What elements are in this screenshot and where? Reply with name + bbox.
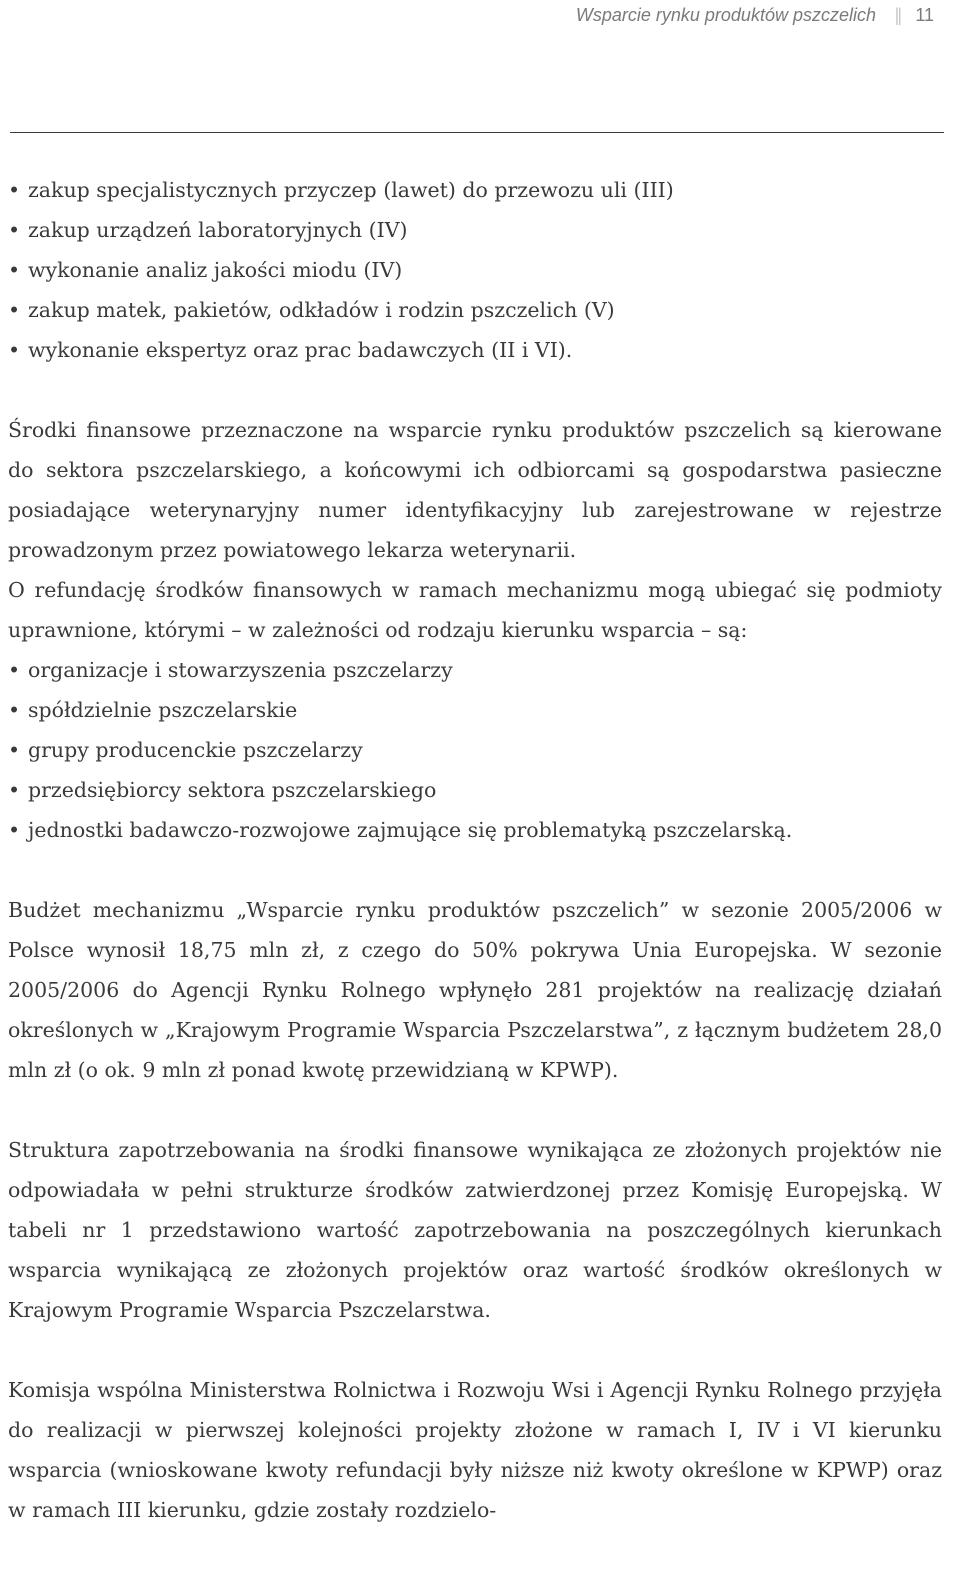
paragraph: Struktura zapotrzebowania na środki finansowe wynikająca ze złożonych projektów nie odpowiadała w pełni strukturze środków zatwierdzonej przez Komisję Europejską. W tabeli nr 1 przedstawiono wartość zapotrzebowania na poszczególnych kierunkach wsparcia wynikającą ze złożonych projektów oraz wartość środków określonych w Krajowym Programie Wsparcia Pszczelarstwa. bbox=[8, 1138, 942, 1322]
header-separator: || bbox=[894, 5, 900, 25]
list-item: • zakup urządzeń laboratoryjnych (IV) bbox=[8, 210, 942, 250]
list-item: • zakup matek, pakietów, odkładów i rodzin pszczelich (V) bbox=[8, 290, 942, 330]
header-title: Wsparcie rynku produktów pszczelich bbox=[575, 5, 876, 25]
list-item: • wykonanie ekspertyz oraz prac badawczych (II i VI). bbox=[8, 330, 942, 370]
list-item: • jednostki badawczo-rozwojowe zajmujące się problematyką pszczelarską. bbox=[8, 810, 942, 850]
list-item: • grupy producenckie pszczelarzy bbox=[8, 730, 942, 770]
page-number: 11 bbox=[915, 5, 934, 25]
list-item: • wykonanie analiz jakości miodu (IV) bbox=[8, 250, 942, 290]
list-item: • organizacje i stowarzyszenia pszczelarzy bbox=[8, 650, 942, 690]
paragraph: Środki finansowe przeznaczone na wsparcie rynku produktów pszczelich są kierowane do sektora pszczelarskiego, a końcowymi ich odbiorcami są gospodarstwa pasieczne posiadające weterynaryjny numer identyfikacyjny lub zarejestrowane w rejestrze prowadzonym przez powiatowego lekarza weterynarii. bbox=[8, 418, 942, 562]
page-content bbox=[8, 170, 942, 1530]
list-item: • przedsiębiorcy sektora pszczelarskiego bbox=[8, 770, 942, 810]
header-rule bbox=[10, 132, 944, 133]
eligible-entities-list bbox=[8, 650, 942, 850]
paragraph: O refundację środków finansowych w ramach mechanizmu mogą ubiegać się podmioty uprawnione, którymi – w zależności od rodzaju kierunku wsparcia – są: bbox=[8, 578, 942, 642]
list-item: • spółdzielnie pszczelarskie bbox=[8, 690, 942, 730]
paragraph: Komisja wspólna Ministerstwa Rolnictwa i Rozwoju Wsi i Agencji Rynku Rolnego przyjęła do realizacji w pierwszej kolejności projekty złożone w ramach I, IV i VI kierunku wsparcia (wnioskowane kwoty refundacji były niższe niż kwoty określone w KPWP) oraz w ramach III kierunku, gdzie zostały rozdzielo- bbox=[8, 1378, 942, 1522]
list-item: • zakup specjalistycznych przyczep (lawet) do przewozu uli (III) bbox=[8, 170, 942, 210]
paragraph: Budżet mechanizmu „Wsparcie rynku produktów pszczelich” w sezonie 2005/2006 w Polsce wynosił 18,75 mln zł, z czego do 50% pokrywa Unia Europejska. W sezonie 2005/2006 do Agencji Rynku Rolnego wpłynęło 281 projektów na realizację działań określonych w „Krajowym Programie Wsparcia Pszczelarstwa”, z łącznym budżetem 28,0 mln zł (o ok. 9 mln zł ponad kwotę przewidzianą w KPWP). bbox=[8, 898, 942, 1082]
funding-directions-list bbox=[8, 170, 942, 370]
running-header bbox=[0, 0, 940, 30]
